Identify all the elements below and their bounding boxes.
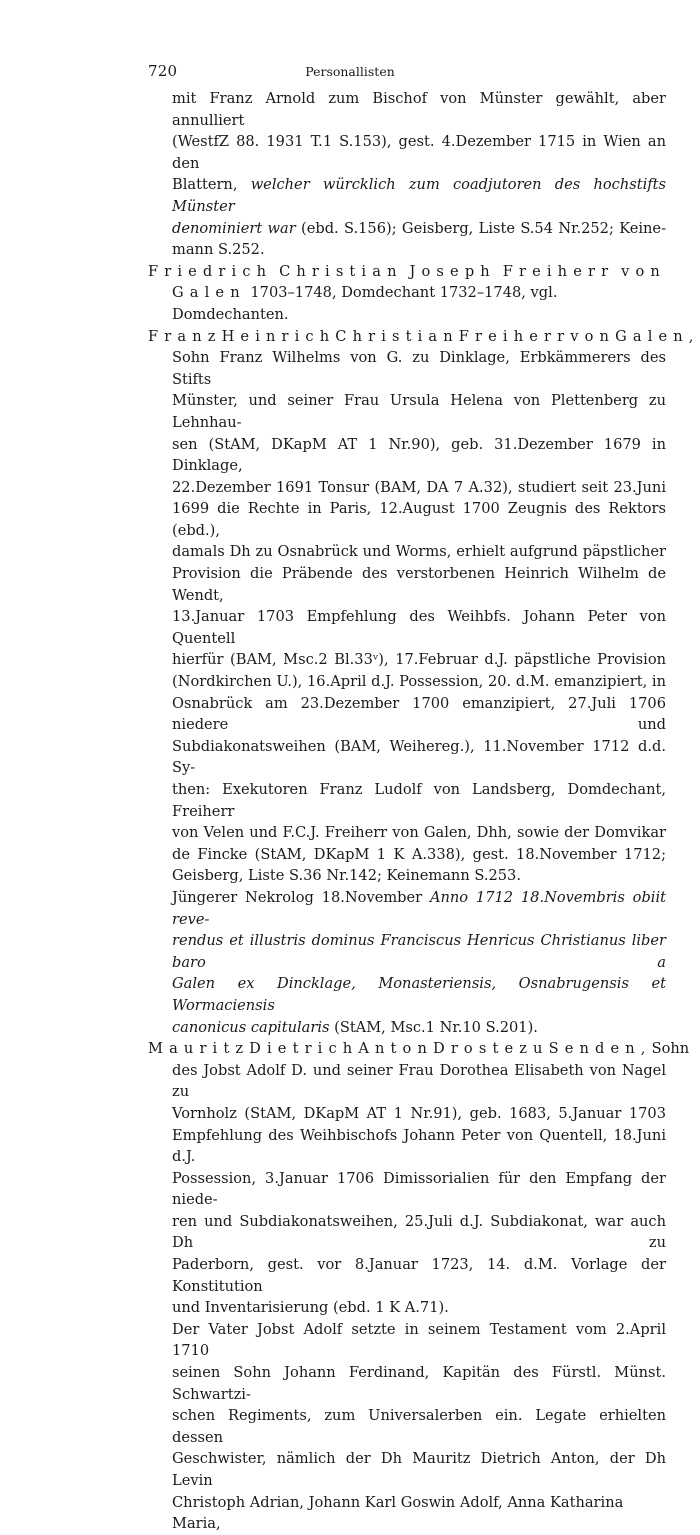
heading-word: Joseph	[409, 262, 496, 280]
running-head: Personallisten	[305, 64, 395, 79]
text-line: von Velen und F.C.J. Freiherr von Galen, Dhh, sowie der Domvikar	[172, 824, 666, 842]
text-line: Possession, 3.Januar 1706 Dimissorialien für den Empfang der niede-	[172, 1169, 666, 1209]
text-line	[172, 887, 666, 930]
text-line: ren und Subdiakonatsweihen, 25.Juli d.J. Subdiakonat, war auch Dh zu	[172, 1212, 666, 1252]
text-run: Blattern,	[172, 176, 251, 194]
text-run: 1703–1748, Domdechant 1732–1748, vgl. Domdechanten.	[172, 284, 558, 323]
text-line	[172, 973, 666, 1016]
text-line	[148, 282, 666, 325]
heading-word: Mauritz	[148, 1040, 250, 1058]
text-line: Geschwister, nämlich der Dh Mauritz Dietrich Anton, der Dh Levin	[172, 1450, 666, 1489]
heading-word: von	[621, 262, 666, 280]
text-line: Paderborn, gest. vor 8.Januar 1723, 14. d.M. Vorlage der Konstitution	[172, 1256, 666, 1295]
page-number: 720	[148, 62, 178, 80]
text-line: des Jobst Adolf D. und seiner Frau Dorothea Elisabeth von Nagel zu	[172, 1061, 666, 1101]
entry-franz-heinrich-christian	[148, 326, 700, 1039]
text-line: de Fincke (StAM, DKapM 1 K A.338), gest. 18.November 1712;	[172, 845, 666, 863]
text-line: 1699 die Rechte in Paris, 12.August 1700 Zeugnis des Rektors (ebd.),	[172, 500, 666, 539]
text-line: 13.Januar 1703 Empfehlung des Weihbfs. Johann Peter von Quentell	[172, 608, 666, 647]
entry-heading-line	[148, 1038, 690, 1060]
text-line: Geisberg, Liste S.36 Nr.142; Keinemann S.253.	[172, 867, 521, 885]
text-run: Jüngerer Nekrolog 18.November	[172, 888, 430, 906]
heading-word: Galen,	[615, 327, 700, 345]
text-line	[172, 174, 666, 217]
heading-word: Anton	[358, 1040, 433, 1058]
heading-word: Senden,	[548, 1040, 652, 1058]
text-line: (WestfZ 88. 1931 T.1 S.153), gest. 4.Dezember 1715 in Wien an den	[172, 133, 666, 172]
heading-word: Christian	[335, 327, 459, 345]
text-line: Sohn Franz Wilhelms von G. zu Dinklage, Erbkämmerers des Stifts	[172, 349, 666, 388]
quotation-italic: Galen ex Dincklage, Monasteriensis, Osnabrugensis et Wormaciensis	[172, 975, 666, 1014]
quotation-italic: canonicus capitularis	[172, 1018, 330, 1036]
heading-word: Christian	[279, 262, 403, 280]
text-line	[172, 930, 666, 973]
entry-heading-line	[148, 261, 666, 283]
text-line: Provision die Präbende des verstorbenen Heinrich Wilhelm de Wendt,	[172, 565, 666, 604]
text-line: Münster, und seiner Frau Ursula Helena von Plettenberg zu Lehnhau-	[172, 392, 666, 431]
text-line: mit Franz Arnold zum Bischof von Münster gewählt, aber annulliert	[172, 90, 666, 129]
text-line	[172, 1017, 666, 1039]
heading-word: Heinrich	[221, 327, 336, 345]
text-line: Vornholz (StAM, DKapM AT 1 Nr.91), geb. 1683, 5.Januar 1703	[172, 1104, 666, 1122]
text-line: Christoph Adrian, Johann Karl Goswin Adolf, Anna Katharina Maria,	[172, 1493, 624, 1533]
entry-heading-line	[148, 326, 700, 348]
heading-word: Galen	[172, 284, 246, 302]
text-line: Empfehlung des Weihbischofs Johann Peter von Quentell, 18.Juni d.J.	[172, 1126, 666, 1166]
entry-continuation	[148, 88, 666, 261]
entry-friedrich-christian-joseph	[148, 261, 666, 326]
quotation-italic: rendus et illustris dominus Franciscus Henricus Christianus liber baro a	[172, 932, 666, 971]
text-line: 22.Dezember 1691 Tonsur (BAM, DA 7 A.32), studiert seit 23.Juni	[172, 478, 666, 496]
heading-word: Franz	[148, 327, 222, 345]
heading-word: von	[570, 327, 616, 345]
text-run: (StAM, Msc.1 Nr.10 S.201).	[329, 1018, 538, 1036]
text-line: hierfür (BAM, Msc.2 Bl.33ᵛ), 17.Februar d.J. päpstliche Provision	[172, 651, 666, 669]
page-body	[148, 88, 700, 1535]
heading-word: Dietrich	[249, 1040, 359, 1058]
text-run: (ebd. S.156); Geisberg, Liste S.54 Nr.252; Keine-	[295, 219, 666, 237]
text-line: Osnabrück am 23.Dezember 1700 emanzipiert, 27.Juli 1706 niedere und	[172, 694, 666, 734]
text-line: Der Vater Jobst Adolf setzte in seinem Testament vom 2.April 1710	[172, 1320, 666, 1360]
heading-word: Droste	[432, 1040, 520, 1058]
text-run: Sohn	[651, 1040, 690, 1058]
heading-word: Freiherr	[502, 262, 615, 280]
text-line: sen (StAM, DKapM AT 1 Nr.90), geb. 31.Dezember 1679 in Dinklage,	[172, 435, 666, 475]
entry-mauritz-dietrich-anton	[148, 1038, 690, 1535]
text-line	[172, 218, 666, 240]
text-line: then: Exekutoren Franz Ludolf von Landsberg, Domdechant, Freiherr	[172, 781, 666, 820]
quotation-italic: Anno 1712 18.Novembris obiit reve-	[172, 888, 666, 928]
text-line: und Inventarisierung (ebd. 1 K A.71).	[172, 1299, 449, 1317]
heading-word: zu	[519, 1040, 549, 1058]
quotation-italic: welcher würcklich zum coadjutoren des hochstifts Münster	[172, 176, 666, 215]
text-line: Subdiakonatsweihen (BAM, Weihereg.), 11.November 1712 d.d. Sy-	[172, 737, 666, 777]
text-line: (Nordkirchen U.), 16.April d.J. Possession, 20. d.M. emanzipiert, in	[172, 673, 666, 691]
text-line: mann S.252.	[172, 241, 265, 259]
text-line: damals Dh zu Osnabrück und Worms, erhielt aufgrund päpstlicher	[172, 543, 666, 561]
text-line: schen Regiments, zum Universalerben ein. Legate erhielten dessen	[172, 1407, 666, 1446]
quotation-italic: denominiert war	[172, 219, 296, 237]
heading-word: Friedrich	[148, 262, 273, 280]
heading-word: Freiherr	[458, 327, 571, 345]
text-line: seinen Sohn Johann Ferdinand, Kapitän des Fürstl. Münst. Schwartzi-	[172, 1364, 666, 1403]
